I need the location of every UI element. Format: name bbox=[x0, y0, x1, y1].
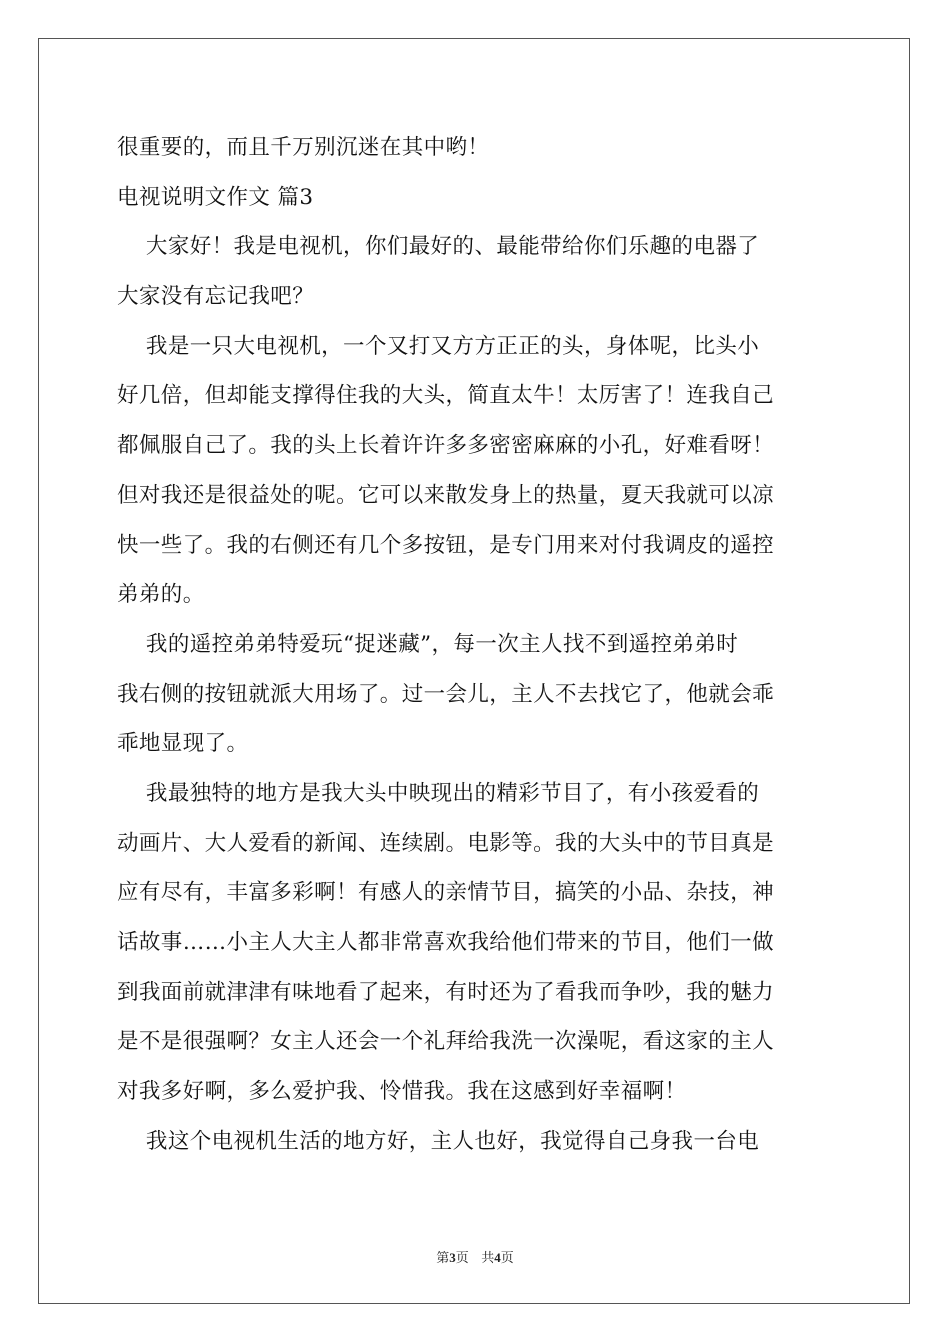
text-line: 我这个电视机生活的地方好，主人也好，我觉得自己身我一台电 bbox=[117, 1128, 760, 1154]
text-line: 都佩服自己了。我的头上长着许许多多密密麻麻的小孔，好难看呀！ bbox=[117, 433, 775, 459]
text-line: 我最独特的地方是我大头中映现出的精彩节目了，有小孩爱看的 bbox=[117, 780, 760, 806]
section-heading: 电视说明文作文 篇3 bbox=[117, 184, 314, 210]
text-line: 但对我还是很益处的呢。它可以来散发身上的热量，夏天我就可以凉 bbox=[117, 482, 775, 508]
text-line: 话故事……小主人大主人都非常喜欢我给他们带来的节目，他们一做 bbox=[117, 930, 775, 955]
text-line: 我右侧的按钮就派大用场了。过一会儿，主人不去找它了，他就会乖 bbox=[117, 681, 775, 707]
text-line: 对我多好啊，多么爱护我、怜惜我。我在这感到好幸福啊！ bbox=[117, 1079, 687, 1105]
text-line: 好几倍，但却能支撑得住我的大头，简直太牛！太厉害了！连我自己 bbox=[117, 383, 775, 409]
total-page-count: 4 bbox=[494, 1250, 501, 1265]
text-line: 我是一只大电视机，一个又打又方方正正的头，身体呢，比头小 bbox=[117, 333, 760, 359]
current-page-number: 3 bbox=[449, 1250, 456, 1265]
footer-suffix: 页 bbox=[500, 1251, 514, 1266]
text-line: 快一些了。我的右侧还有几个多按钮，是专门用来对付我调皮的遥控 bbox=[117, 532, 775, 558]
text-line: 大家好！我是电视机，你们最好的、最能带给你们乐趣的电器了 bbox=[117, 234, 760, 260]
footer-prefix: 第 bbox=[436, 1251, 450, 1266]
document-body bbox=[117, 131, 833, 1174]
text-line: 我的遥控弟弟特爱玩“捉迷藏”，每一次主人找不到遥控弟弟时 bbox=[117, 631, 739, 657]
footer-middle: 页 共 bbox=[455, 1251, 495, 1266]
page-footer bbox=[0, 1247, 950, 1266]
text-line: 弟弟的。 bbox=[117, 582, 205, 608]
text-line: 动画片、大人爱看的新闻、连续剧。电影等。我的大头中的节目真是 bbox=[117, 830, 775, 856]
text-line: 很重要的，而且千万别沉迷在其中哟！ bbox=[117, 135, 490, 160]
text-line: 应有尽有，丰富多彩啊！有感人的亲情节目，搞笑的小品、杂技，神 bbox=[117, 880, 775, 906]
text-line: 乖地显现了。 bbox=[117, 731, 249, 757]
text-line: 是不是很强啊？女主人还会一个礼拜给我洗一次澡呢，看这家的主人 bbox=[117, 1029, 775, 1055]
text-line: 到我面前就津津有味地看了起来，有时还为了看我而争吵，我的魅力 bbox=[117, 979, 775, 1005]
text-line: 大家没有忘记我吧？ bbox=[117, 284, 315, 310]
